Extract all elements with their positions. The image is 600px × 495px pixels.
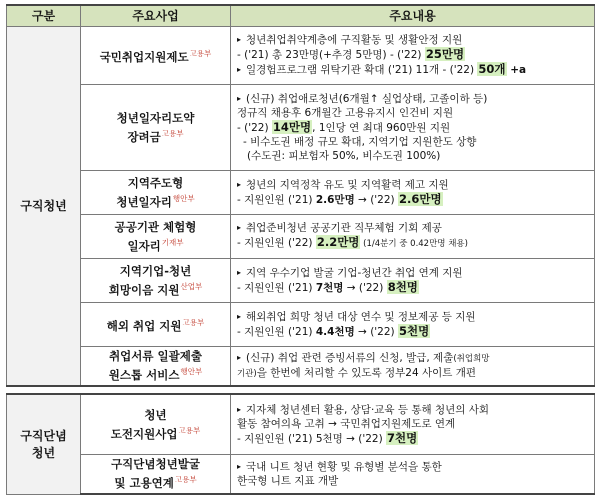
program-name-cell: [81, 214, 231, 258]
ministry-tag: 고용부: [161, 128, 184, 138]
header-content: 주요내용: [231, 5, 595, 26]
description-cell: [231, 394, 595, 454]
description-text: 청년의 지역정착 유도 및 지역활력 제고 지원: [246, 178, 449, 191]
bullet-triangle-icon: ▸: [237, 93, 242, 103]
section-discouraged: [7, 394, 595, 494]
description-line: [237, 135, 590, 149]
description-cell: [231, 346, 595, 386]
ministry-tag: 고용부: [182, 317, 205, 327]
description-line: [237, 310, 590, 324]
program-name-text: 일자리: [127, 238, 161, 253]
description-text: 일경험프로그램 위탁기관 확대 ('21) 11개 - ('22): [246, 64, 478, 76]
program-name-line: [84, 175, 227, 191]
description-text: , 1인당 연 최대 960만원 지원: [312, 121, 451, 134]
section-gap: [7, 386, 595, 394]
highlight-value: 8천명: [387, 279, 418, 294]
description-text: 국내 니트 청년 현황 및 유형별 분석을 통한: [246, 460, 442, 473]
program-name-text: 및 고용연계: [114, 476, 174, 491]
program-name-cell: [81, 170, 231, 214]
description-line: [237, 92, 590, 106]
header-category: 구분: [7, 5, 81, 26]
program-name-text: 지역기업-청년: [119, 263, 192, 278]
section-job-seeking: [7, 26, 595, 386]
bullet-triangle-icon: ▸: [237, 35, 242, 44]
description-text: - 지원인원 ('21) 5천명 → ('22): [237, 432, 387, 445]
description-text: (신규) 취업애로청년(6개월↑ 실업상태, 고졸이하 등): [246, 92, 488, 105]
value-2021: 7천명: [315, 281, 344, 294]
category-label-line: 청년: [31, 446, 56, 461]
table-row: [7, 84, 595, 170]
category-cell: [7, 394, 81, 494]
ministry-tag: 산업부: [180, 281, 203, 291]
description-cell: [231, 454, 595, 494]
table-row: [7, 302, 595, 346]
description-text: 한국형 니트 지표 개발: [237, 474, 339, 487]
program-name-cell: [81, 258, 231, 302]
program-name-line: [84, 364, 227, 383]
program-name-line: [84, 456, 227, 472]
program-name-text: 도전지원사업: [110, 426, 178, 441]
highlight-value: 2.2만명: [316, 235, 360, 249]
description-cell: [231, 214, 595, 258]
program-name-text: 희망이음 지원: [108, 282, 180, 297]
description-text: - ('21) 총 23만명(+추경 5만명) - ('22): [237, 49, 425, 61]
program-name-text: 해외 취업 지원: [106, 318, 182, 333]
description-line: [237, 178, 590, 192]
ministry-tag: 고용부: [178, 425, 201, 435]
program-name-line: [84, 472, 227, 491]
description-text: 청년취업취약계층에 구직활동 및 생활안정 지원: [246, 34, 463, 46]
description-line: [237, 149, 590, 163]
description-line: [237, 62, 590, 77]
description-text: → ('22): [343, 281, 387, 294]
program-name-text: 청년일자리: [116, 194, 172, 209]
description-line: [237, 324, 590, 339]
program-name-line: [84, 407, 227, 423]
description-cell: [231, 170, 595, 214]
highlight-value: 25만명: [425, 47, 465, 61]
program-name-text: 청년일자리도약: [116, 110, 195, 125]
highlight-value: 7천명: [387, 430, 418, 445]
description-text: - 비수도권 배정 규모 확대, 지역기업 지원한도 상향: [243, 135, 477, 148]
description-line: [237, 192, 590, 207]
youth-employment-table: [6, 4, 595, 495]
description-line: [237, 460, 590, 474]
table-row: [7, 454, 595, 494]
ministry-tag: 행안부: [180, 367, 203, 377]
description-text: (신규) 취업 관련 증빙서류의 신청, 발급, 제출: [246, 351, 454, 364]
bullet-triangle-icon: ▸: [237, 179, 242, 189]
description-text: 활동 참여의욕 고취 → 국민취업지원제도로 연계: [237, 417, 456, 430]
description-cell: [231, 84, 595, 170]
description-line: [237, 280, 590, 295]
description-text: 을 한번에 처리할 수 있도록 정부24 사이트 개편: [256, 366, 477, 379]
description-line: [237, 366, 590, 381]
program-name-text: 지역주도형: [127, 175, 184, 190]
program-name-line: [84, 191, 227, 210]
program-name-line: [84, 279, 227, 298]
description-text: → ('22): [354, 193, 398, 206]
value-2021: 2.6만명: [315, 193, 355, 206]
description-text: - ('22): [237, 121, 272, 134]
program-name-line: [84, 348, 227, 364]
description-line: [237, 33, 590, 47]
category-label-line: 구직단념: [20, 429, 67, 444]
description-line: [237, 47, 590, 62]
bullet-triangle-icon: ▸: [237, 311, 242, 321]
bullet-triangle-icon: ▸: [237, 267, 242, 277]
description-cell: [231, 26, 595, 84]
program-name-text: 청년: [144, 407, 167, 422]
program-name-line: [84, 110, 227, 126]
description-text: (수도권: 피보험자 50%, 비수도권 100%): [247, 149, 441, 162]
description-line: [237, 403, 590, 417]
category-label: 구직청년: [20, 199, 67, 214]
highlight-value: 14만명: [272, 119, 312, 134]
program-name-text: 원스톱 서비스: [108, 368, 180, 383]
program-name-text: 취업서류 일괄제출: [109, 349, 202, 364]
description-line: [237, 120, 590, 135]
table-row: [7, 26, 595, 84]
description-text: - 지원인원 ('22): [237, 237, 316, 249]
program-name-cell: [81, 346, 231, 386]
program-name-text: 구직단념청년발굴: [111, 457, 200, 472]
program-name-line: [84, 219, 227, 235]
ministry-tag: 고용부: [174, 475, 197, 485]
table-row: [7, 214, 595, 258]
description-note: (취업희망: [453, 353, 490, 364]
header-program: 주요사업: [81, 5, 231, 26]
program-name-line: [84, 315, 227, 334]
program-name-line: [84, 263, 227, 279]
table-row: [7, 170, 595, 214]
description-text: - 지원인원 ('21): [237, 193, 316, 206]
description-note: 기관): [237, 368, 257, 379]
highlight-value: 50개: [478, 62, 506, 76]
description-text: 정규직 채용후 6개월간 고용유지시 인건비 지원: [237, 106, 454, 119]
table-row: [7, 394, 595, 454]
description-cell: [231, 258, 595, 302]
program-name-cell: [81, 84, 231, 170]
bullet-triangle-icon: ▸: [237, 223, 242, 232]
program-name-cell: [81, 302, 231, 346]
program-name-cell: [81, 26, 231, 84]
program-name-text: 공공기관 체험형: [114, 219, 197, 234]
highlight-value: 2.6만명: [398, 191, 442, 206]
description-text: +a: [506, 64, 527, 76]
program-name-text: 장려금: [127, 129, 161, 144]
table-header-row: [7, 5, 595, 26]
description-text: 지자체 청년센터 활용, 상담·교육 등 통해 청년의 사회: [246, 403, 490, 416]
program-name-cell: [81, 454, 231, 494]
description-cell: [231, 302, 595, 346]
ministry-tag: 행안부: [172, 193, 195, 203]
bullet-triangle-icon: ▸: [237, 404, 242, 414]
description-line: [237, 431, 590, 446]
program-name-line: [84, 423, 227, 442]
description-line: [237, 351, 590, 366]
description-text: - 지원인원 ('21): [237, 281, 316, 294]
ministry-tag: 기재부: [161, 237, 184, 247]
ministry-tag: 고용부: [189, 48, 212, 58]
program-name-line: [84, 126, 227, 145]
description-line: [237, 417, 590, 431]
program-name-line: [84, 235, 227, 254]
program-name-cell: [81, 394, 231, 454]
description-note: (1/4분기 중 0.42만명 채용): [360, 239, 468, 249]
description-line: [237, 266, 590, 280]
table-row: [7, 346, 595, 386]
program-name-text: 국민취업지원제도: [99, 49, 189, 64]
highlight-value: 5천명: [398, 323, 430, 338]
description-text: 취업준비청년 공공기관 직무체험 기회 제공: [246, 222, 442, 234]
description-line: [237, 106, 590, 120]
description-text: 지역 우수기업 발굴 기업-청년간 취업 연계 지원: [246, 266, 463, 279]
bullet-triangle-icon: ▸: [237, 65, 242, 74]
value-2021: 4.4천명: [315, 325, 355, 338]
description-text: - 지원인원 ('21): [237, 325, 316, 338]
policy-table-page: [6, 4, 594, 495]
category-cell: [7, 26, 81, 386]
bullet-triangle-icon: ▸: [237, 352, 242, 362]
program-name-line: [84, 46, 227, 65]
description-line: [237, 235, 590, 251]
bullet-triangle-icon: ▸: [237, 461, 242, 471]
description-text: 해외취업 희망 청년 대상 연수 및 정보제공 등 지원: [246, 310, 476, 323]
description-line: [237, 474, 590, 488]
table-row: [7, 258, 595, 302]
description-text: → ('22): [354, 325, 398, 338]
description-line: [237, 221, 590, 235]
